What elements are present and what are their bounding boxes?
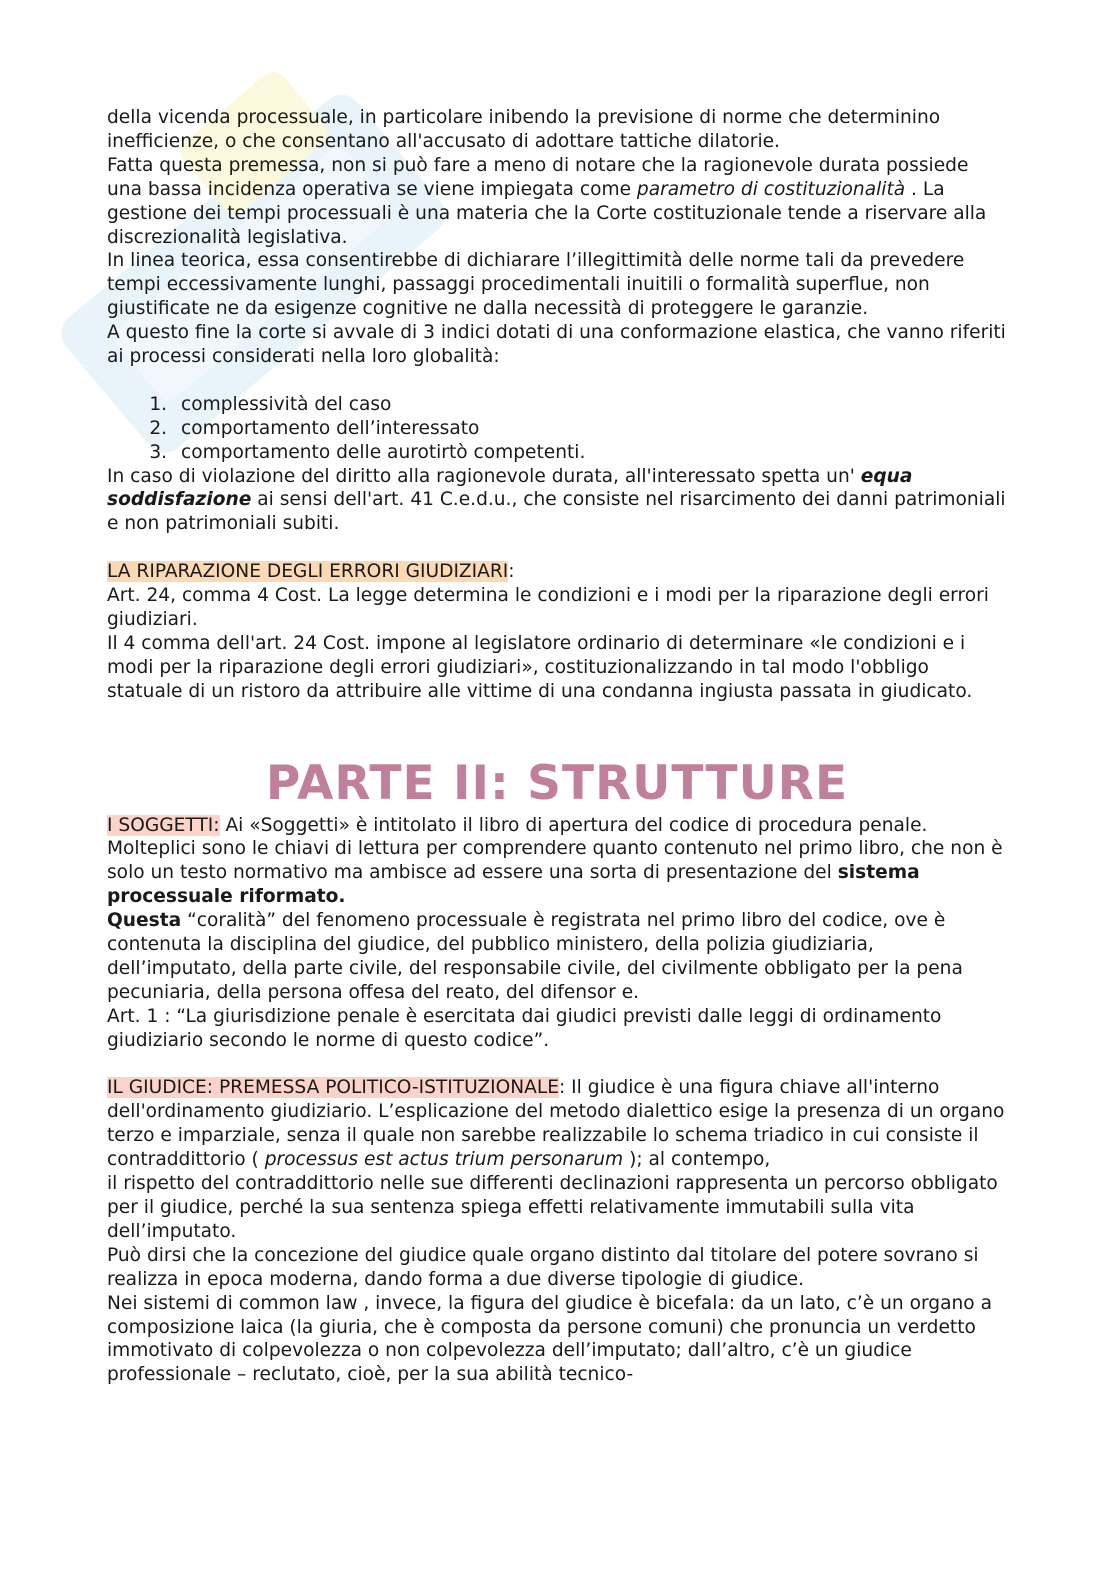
bold-italic-text: equa soddisfazione <box>107 465 913 511</box>
list-item: 3. comportamento delle aurotirtò competenti. <box>173 441 1007 465</box>
paragraph: Art. 24, comma 4 Cost. La legge determina le condizioni e i modi per la riparazione degli errori giudiziari. <box>107 585 989 630</box>
paragraph <box>107 465 1007 537</box>
text: : <box>508 561 515 583</box>
paragraph <box>107 1076 1007 1172</box>
text: : Il giudice è una figura chiave all'interno dell'ordinamento giudiziario. L’esplicazione del metodo dialettico esige la presenza di un organo terzo e imparziale, senza il quale non sarebbe realizzabile lo schema triadico in cui consiste il contraddittorio ( <box>107 1077 1005 1171</box>
section-heading-line <box>107 560 1007 584</box>
part-title: PARTE II: STRUTTURE <box>265 755 849 811</box>
text: Fatta questa premessa, non si può fare a meno di notare che la ragionevole durata possiede una bassa incidenza operativa se viene impiegata come <box>107 154 969 200</box>
bold-text: sistema processuale riformato. <box>107 862 920 908</box>
paragraph: Nei sistemi di common law , invece, la figura del giudice è bicefala: da un lato, c’è un organo a composizione laica (la giuria, che è composta da persone comuni) che pronuncia un verdetto immotivato di colpevolezza o non colpevolezza dell’imputato; dall’altro, c’è un giudice professionale – reclutato, cioè, per la sua abilità tecnico- <box>107 1292 992 1386</box>
text: In caso di violazione del diritto alla ragionevole durata, all'interessato spetta un' <box>107 465 861 487</box>
paragraph: Il 4 comma dell'art. 24 Cost. impone al legislatore ordinario di determinare «le condizioni e i modi per la riparazione degli errori giudiziari», costituzionalizzando in tal modo l'obbligo statuale di un ristoro da attribuire alle vittime di una condanna ingiusta passata in giudicato. <box>107 632 973 702</box>
paragraph: In linea teorica, essa consentirebbe di dichiarare l’illegittimità delle norme tali da prevedere tempi eccessivamente lunghi, passaggi procedimentali inuitili o formalità superflue, non giustificate ne da esigenze cognitive ne dalla necessità di proteggere le garanzie. <box>107 250 965 320</box>
text: . La gestione dei tempi processuali è una materia che la Corte costituzionale tende a riservare alla discrezionalità legislativa. <box>107 178 987 248</box>
paragraph: A questo fine la corte si avvale di 3 indici dotati di una conformazione elastica, che vanno riferiti ai processi considerati nella loro globalità: <box>107 322 1006 368</box>
paragraph <box>107 154 1007 250</box>
italic-text: processus est actus trium personarum <box>264 1149 624 1171</box>
document-body <box>107 106 1007 1387</box>
paragraph: Art. 1 : “La giurisdizione penale è esercitata dai giudici previsti dalle leggi di ordinamento giudiziario secondo le norme di questo codice”. <box>107 1005 942 1051</box>
numbered-list <box>107 393 1007 465</box>
text: ai sensi dell'art. 41 C.e.d.u., che consiste nel risarcimento dei danni patrimoniali e non patrimoniali subiti. <box>107 489 1006 535</box>
paragraph <box>107 814 1007 910</box>
list-item: 1. complessività del caso <box>173 393 1007 417</box>
paragraph: Può dirsi che la concezione del giudice quale organo distinto dal titolare del potere sovrano si realizza in epoca moderna, dando forma a due diverse tipologie di giudice. <box>107 1244 979 1290</box>
text: “coralità” del fenomeno processuale è registrata nel primo libro del codice, ove è contenuta la disciplina del giudice, del pubblico ministero, della polizia giudiziaria, dell’imputato, della parte civile, del responsabile civile, del civilmente obbligato per la pena pecuniaria, della persona offesa del reato, del difensor e. <box>107 910 963 1003</box>
italic-text: parametro di costituzionalità <box>636 178 906 200</box>
text: Ai «Soggetti» è intitolato il libro di apertura del codice di procedura penale. Molteplici sono le chiavi di lettura per comprendere quanto contenuto nel primo libro, che non è solo un testo normativo ma ambisce ad essere una sorta di presentazione del <box>107 814 1003 884</box>
section-heading-riparazione: LA RIPARAZIONE DEGLI ERRORI GIUDIZIARI <box>107 561 509 583</box>
paragraph: il rispetto del contraddittorio nelle sue differenti declinazioni rappresenta un percorso obbligato per il giudice, perché la sua sentenza spiega effetti relativamente immutabili sulla vita dell’imputato. <box>107 1173 998 1242</box>
paragraph: della vicenda processuale, in particolare inibendo la previsione di norme che determinino inefficienze, o che consentano all'accusato di adottare tattiche dilatorie. <box>107 107 941 152</box>
list-item: 2. comportamento dell’interessato <box>173 417 1007 441</box>
paragraph <box>107 909 1007 1005</box>
text: ); al contempo, <box>623 1149 771 1171</box>
bold-text: Questa <box>107 910 182 932</box>
section-heading-soggetti: I SOGGETTI: <box>107 814 220 836</box>
section-heading-giudice: IL GIUDICE: PREMESSA POLITICO-ISTITUZIONALE <box>107 1077 559 1099</box>
